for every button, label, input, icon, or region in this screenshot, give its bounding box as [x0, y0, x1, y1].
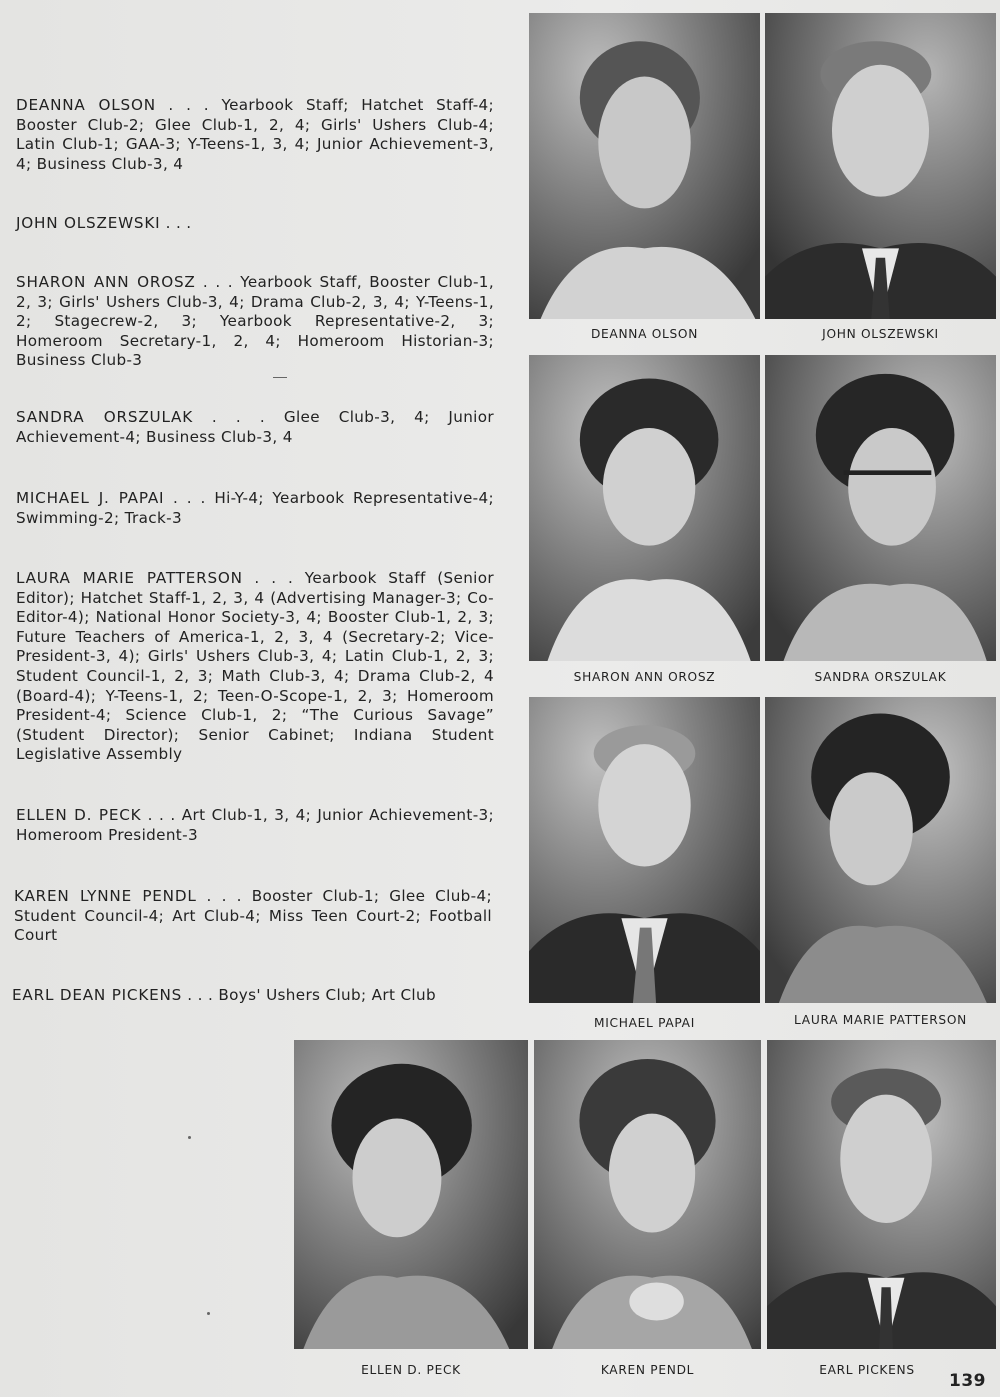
entry-john-olszewski — [16, 214, 494, 234]
photo-caption: MICHAEL PAPAI — [594, 1016, 695, 1030]
entry-laura-marie-patterson — [16, 569, 494, 765]
photo-caption: DEANNA OLSON — [590, 327, 699, 341]
photo-caption: SHARON ANN OROSZ — [573, 670, 716, 684]
entry-activities: . . . Boys' Ushers Club; Art Club — [182, 986, 436, 1004]
entry-deanna-olson — [16, 96, 494, 174]
print-mark — [188, 1136, 191, 1139]
portrait-photo — [294, 1040, 528, 1349]
photo-caption: SANDRA ORSZULAK — [814, 670, 947, 684]
photo-caption: JOHN OLSZEWSKI — [822, 327, 939, 341]
entry-earl-pickens — [12, 986, 490, 1006]
portrait-photo — [767, 1040, 996, 1349]
portrait-photo — [534, 1040, 761, 1349]
photo-caption: LAURA MARIE PATTERSON — [794, 1013, 967, 1027]
photo-caption: ELLEN D. PECK — [361, 1363, 461, 1377]
print-mark — [273, 377, 287, 378]
page-number: 139 — [949, 1371, 986, 1391]
portrait-photo — [529, 13, 760, 319]
entry-name: EARL DEAN PICKENS — [12, 986, 183, 1004]
entry-name: SANDRA ORSZULAK — [16, 408, 193, 426]
photo-caption: EARL PICKENS — [819, 1363, 915, 1377]
entry-sandra-orszulak — [16, 408, 494, 447]
entry-activities: . . . Hi-Y-4; Yearbook Representative-4; Swimming-2; Track-3 — [16, 489, 494, 527]
entry-name: LAURA MARIE PATTERSON — [16, 569, 243, 587]
entry-michael-papai — [16, 489, 494, 528]
portrait-photo — [529, 697, 760, 1003]
portrait-photo — [765, 697, 996, 1003]
entry-name: ELLEN D. PECK — [16, 806, 142, 824]
entry-karen-pendl — [14, 887, 492, 946]
entry-name: MICHAEL J. PAPAI — [16, 489, 165, 507]
entry-name: SHARON ANN OROSZ — [16, 273, 196, 291]
portrait-photo — [765, 355, 996, 661]
entry-ellen-peck — [16, 806, 494, 845]
entry-name: JOHN OLSZEWSKI — [16, 214, 161, 232]
portrait-photo — [529, 355, 760, 661]
entry-name: KAREN LYNNE PENDL — [14, 887, 197, 905]
entry-activities: . . . — [160, 214, 192, 232]
entry-activities: . . . Art Club-1, 3, 4; Junior Achievement-3; Homeroom President-3 — [16, 806, 494, 844]
entry-name: DEANNA OLSON — [16, 96, 156, 114]
entry-sharon-ann-orosz — [16, 273, 494, 371]
print-mark — [207, 1312, 210, 1315]
entry-activities: . . . Yearbook Staff (Senior Editor); Hatchet Staff-1, 2, 3, 4 (Advertising Manager-3; Co-Editor-4); National Honor Society-3, 4; Booster Club-1, 2, 3; Future Teachers of America-1, 2, 3, 4 (Secretary-2; Vice-President-3, 4); Girls' Ushers Club-3, 4; Latin Club-1, 2, 3; Student Council-1, 2, 3; Math Club-3, 4; Drama Club-2, 4 (Board-4); Y-Teens-1, 2; Teen-O-Scope-1, 2, 3; Homeroom President-4; Science Club-1, 2; “The Curious Savage” (Student Director); Senior Cabinet; Indiana Student Legislative Assembly — [16, 569, 494, 764]
entry-activities: . . . Booster Club-1; Glee Club-4; Student Council-4; Art Club-4; Miss Teen Court-2; Football Court — [14, 887, 492, 945]
entry-activities: . . . Yearbook Staff; Hatchet Staff-4; Booster Club-2; Glee Club-1, 2, 4; Girls' Ushers Club-4; Latin Club-1; GAA-3; Y-Teens-1, 3, 4; Junior Achievement-3, 4; Business Club-3, 4 — [16, 96, 494, 173]
photo-caption: KAREN PENDL — [600, 1363, 695, 1377]
entry-activities: . . . Yearbook Staff, Booster Club-1, 2, 3; Girls' Ushers Club-3, 4; Drama Club-2, 3, 4; Y-Teens-1, 2; Stagecrew-2, 3; Yearbook Representative-2, 3; Homeroom Secretary-1, 2, 4; Homeroom Historian-3; Business Club-3 — [16, 273, 494, 370]
entry-activities: . . . Glee Club-3, 4; Junior Achievement-4; Business Club-3, 4 — [16, 408, 494, 446]
portrait-photo — [765, 13, 996, 319]
